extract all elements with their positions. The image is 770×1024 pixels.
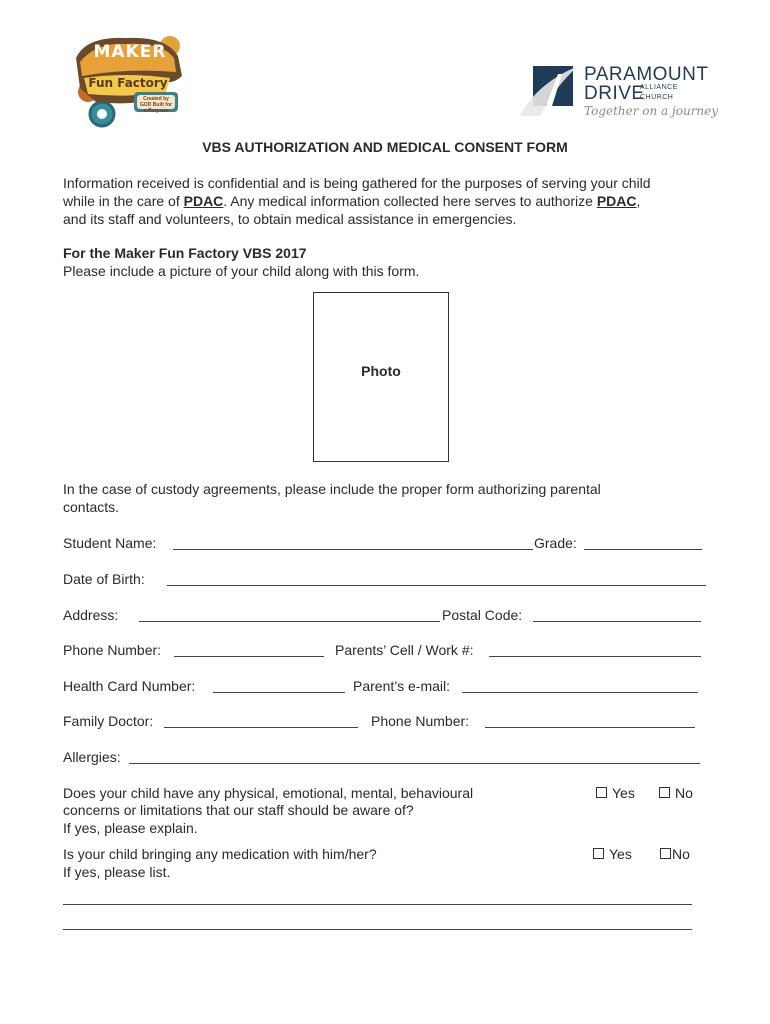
paramount-drive-logo: [518, 64, 719, 120]
intro-text: while in the care of: [63, 193, 184, 209]
q1-line-1: Does your child have any physical, emotional, mental, behavioural: [63, 785, 474, 801]
family-doctor-field[interactable]: [164, 714, 358, 728]
q1-line-2: concerns or limitations that our staff should be aware of?: [63, 802, 414, 818]
allergies-label: Allergies:: [63, 749, 121, 765]
q1-yes-checkbox[interactable]: [596, 787, 607, 798]
health-card-label: Health Card Number:: [63, 678, 196, 694]
dob-label: Date of Birth:: [63, 571, 145, 587]
phone-field[interactable]: [174, 643, 324, 657]
intro-line-1: Information received is confidential and is being gathered for the purposes of serving your child: [63, 175, 651, 191]
pdac-link: PDAC: [596, 193, 637, 209]
address-field[interactable]: [139, 608, 440, 622]
health-card-field[interactable]: [213, 679, 345, 693]
pdac-link: PDAC: [183, 193, 224, 209]
q2-line-1: Is your child bringing any medication with him/her?: [63, 846, 377, 862]
event-heading: For the Maker Fun Factory VBS 2017: [63, 245, 307, 261]
intro-text: . Any medical information collected here serves to authorize: [223, 193, 597, 209]
custody-line-2: contacts.: [63, 499, 120, 515]
photo-box[interactable]: [313, 292, 449, 462]
student-name-label: Student Name:: [63, 535, 157, 551]
q2-yes-label: Yes: [609, 846, 632, 862]
q2-yes-checkbox[interactable]: [593, 848, 604, 859]
q2-line-2: If yes, please list.: [63, 864, 171, 880]
logo-paramount-text: PARAMOUNT: [584, 64, 709, 85]
form-title: VBS AUTHORIZATION AND MEDICAL CONSENT FORM: [202, 139, 568, 155]
q1-no-option[interactable]: [659, 785, 693, 801]
dob-field[interactable]: [167, 572, 706, 586]
logo-drive-text: DRIVE: [584, 83, 645, 104]
q2-no-option[interactable]: [660, 846, 690, 862]
logo-fun-factory-text: Fun Factory: [88, 76, 168, 90]
q1-no-checkbox[interactable]: [659, 787, 670, 798]
logo-maker-text: MAKER: [93, 42, 167, 62]
q1-line-3: If yes, please explain.: [63, 820, 198, 836]
doctor-phone-label: Phone Number:: [371, 713, 470, 729]
photo-label: Photo: [361, 363, 401, 379]
q1-yes-label: Yes: [612, 785, 635, 801]
intro-line-3: and its staff and volunteers, to obtain medical assistance in emergencies.: [63, 211, 517, 227]
custody-line-1: In the case of custody agreements, please include the proper form authorizing parental: [63, 481, 601, 497]
logo-alliance-text: ALLIANCE: [640, 84, 678, 91]
logo-church-text: CHURCH: [640, 94, 674, 101]
parents-cell-label: Parents’ Cell / Work #:: [335, 642, 474, 658]
postal-code-label: Postal Code:: [442, 607, 523, 623]
phone-label: Phone Number:: [63, 642, 162, 658]
medication-list-line-1[interactable]: [63, 891, 692, 905]
allergies-field[interactable]: [129, 750, 700, 764]
doctor-phone-field[interactable]: [485, 714, 695, 728]
student-name-field[interactable]: [173, 536, 533, 550]
postal-code-field[interactable]: [533, 608, 701, 622]
parent-email-field[interactable]: [462, 679, 698, 693]
medication-list-line-2[interactable]: [63, 916, 692, 930]
family-doctor-label: Family Doctor:: [63, 713, 154, 729]
address-label: Address:: [63, 607, 119, 623]
q1-yes-option[interactable]: [596, 785, 635, 801]
grade-field[interactable]: [584, 536, 702, 550]
parents-cell-field[interactable]: [489, 643, 701, 657]
logo-tagline: Created by GOD Built for a Purpose: [140, 96, 172, 114]
q2-no-checkbox[interactable]: [660, 848, 671, 859]
q2-no-label: No: [672, 846, 690, 862]
maker-fun-factory-logo: [66, 28, 190, 132]
grade-label: Grade:: [534, 535, 577, 551]
picture-note: Please include a picture of your child along with this form.: [63, 263, 420, 279]
q2-yes-option[interactable]: [593, 846, 632, 862]
intro-line-2: [63, 193, 640, 209]
logo-tagline-script: Together on a journey: [584, 104, 719, 118]
parent-email-label: Parent’s e-mail:: [353, 678, 451, 694]
intro-text: ,: [636, 193, 641, 209]
q1-no-label: No: [675, 785, 693, 801]
